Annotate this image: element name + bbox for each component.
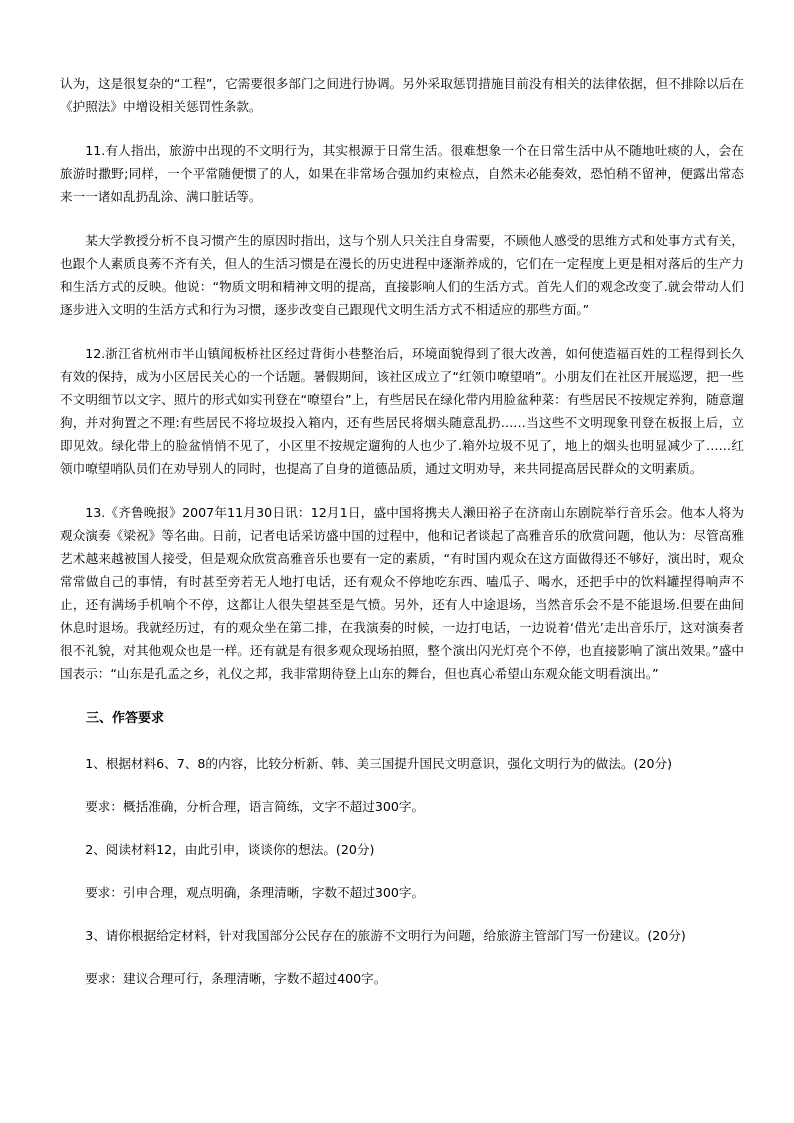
- question-3: 3、请你根据给定材料，针对我国部分公民存在的旅游不文明行为问题，给旅游主管部门写一份建议。(20分): [85, 928, 686, 943]
- section-heading: 三、作答要求: [86, 711, 165, 726]
- paragraph-11-professor: 某大学教授分析不良习惯产生的原因时指出，这与个别人只关注自身需要，不顾他人感受的思维方式和处事方式有关，也跟个人素质良莠不齐有关，但人的生活习惯是在漫长的历史进程中逐渐养成的，它们在一定程度上更是相对落后的生产力和生活方式的反映。他说：“物质文明和精神文明的提高，直接影响人们的生活方式。首先人们的观念改变了.就会带动人们逐步进入文明的生活方式和行为习惯，逐步改变自己跟现代文明生活方式不相适应的那些方面。”: [60, 233, 744, 317]
- paragraph-13: 13.《齐鲁晚报》2007年11月30日讯：12月1日，盛中国将携夫人濑田裕子在济南山东剧院举行音乐会。他本人将为观众演奏《梁祝》等名曲。日前，记者电话采访盛中国的过程中，他和记者谈起了高雅音乐的欣赏问题，他认为：尽管高雅艺术越来越被国人接受，但是观众欣赏高雅音乐也要有一定的素质，“有时国内观众在这方面做得还不够好，演出时，观众常常做自己的事情，有时甚至旁若无人地打电话，还有观众不停地吃东西、嗑瓜子、喝水，还把手中的饮料罐捏得响声不止，还有满场手机响个不停，这都让人很失望甚至是气愤。另外，还有人中途退场，当然音乐会不是不能退场.但要在曲间休息时退场。我就经历过，有的观众坐在第二排，在我演奏的时候，一边打电话，一边说着‘借光’走出音乐厅，这对演奏者很不礼貌，对其他观众也是一样。还有就是有很多观众现场拍照，整个演出闪光灯亮个不停，也直接影响了演出效果。”盛中国表示：“山东是孔孟之乡，礼仪之邦，我非常期待登上山东的舞台，但也真心希望山东观众能文明看演出。”: [60, 505, 744, 681]
- requirement-3: 要求：建议合理可行，条理清晰，字数不超过400字。: [85, 971, 387, 986]
- question-1: 1、根据材料6、7、8的内容，比较分析新、韩、美三国提升国民文明意识，强化文明行为的做法。(20分): [85, 756, 673, 771]
- document-page: [60, 72, 744, 990]
- paragraph-11: 11.有人指出，旅游中出现的不文明行为，其实根源于日常生活。很难想象一个在日常生活中从不随地吐痰的人，会在旅游时撒野;同样，一个平常随便惯了的人，如果在非常场合强加约束检点，自然未必能奏效，恐怕稍不留神，便露出常态来一一诸如乱扔乱涂、满口脏话等。: [60, 143, 744, 204]
- paragraph-continued: 认为，这是很复杂的“工程”，它需要很多部门之间进行协调。另外采取惩罚措施目前没有相关的法律依据，但不排除以后在《护照法》中增设相关惩罚性条款。: [60, 76, 744, 114]
- requirement-1: 要求：概括准确，分析合理，语言简练，文字不超过300字。: [85, 799, 425, 814]
- question-2: 2、阅读材料12，由此引申，谈谈你的想法。(20分): [85, 842, 375, 857]
- paragraph-12: 12.浙江省杭州市半山镇闻板桥社区经过背街小巷整治后，环境面貌得到了很大改善，如何使造福百姓的工程得到长久有效的保持，成为小区居民关心的一个话题。暑假期间，该社区成立了“红领巾嘹望哨”。小朋友们在社区开展巡逻，把一些不文明细节以文字、照片的形式如实刊登在“嘹望台”上，有些居民在绿化带内用脸盆种菜：有些居民不按规定养狗，随意遛狗，并对狗置之不理:有些居民不将垃圾投入箱内，还有些居民将烟头随意乱扔……当这些不文明现象刊登在板报上后，立即见效。绿化带上的脸盆悄悄不见了，小区里不按规定遛狗的人也少了.箱外垃圾不见了，地上的烟头也明显减少了……红领巾嘹望哨队员们在劝导别人的同时，也提高了自身的道德品质，通过文明劝导，来共同提高居民群众的文明素质。: [60, 346, 744, 476]
- requirement-2: 要求：引申合理，观点明确，条理清晰，字数不超过300字。: [85, 885, 425, 900]
